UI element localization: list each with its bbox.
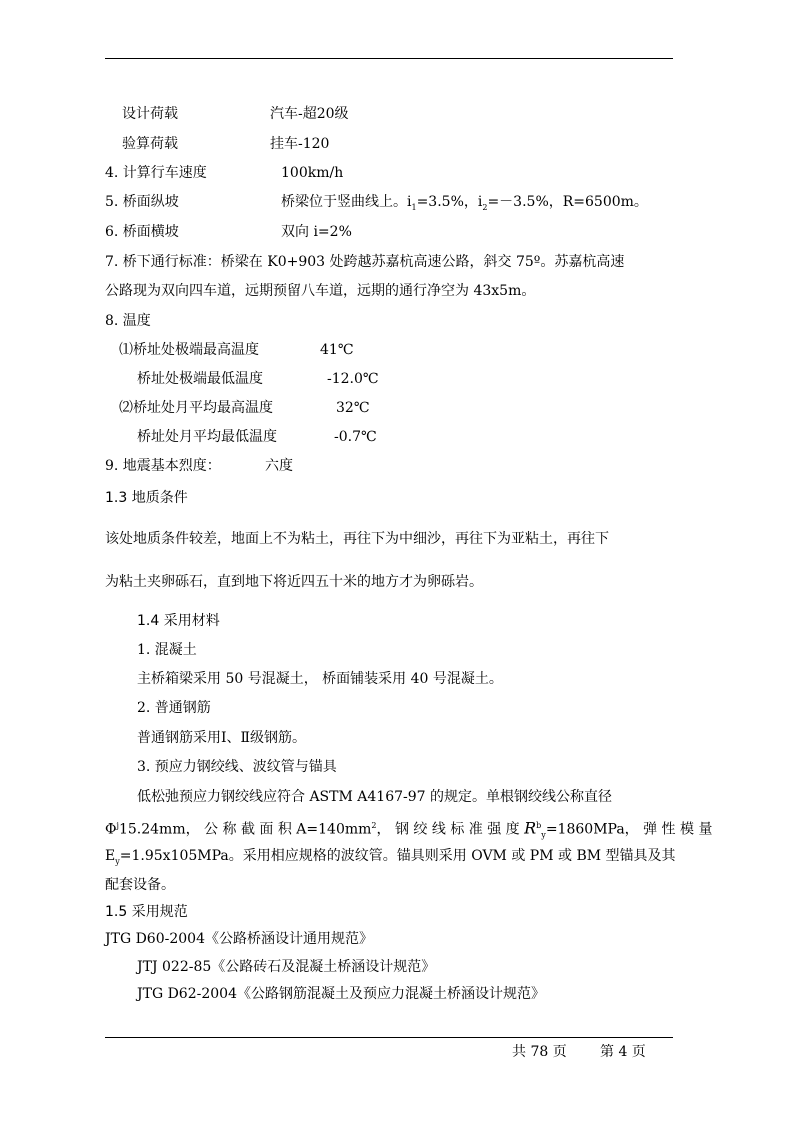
geology-heading: 1.3 地质条件 [105, 490, 188, 506]
tendon-line-4: 配套设备。 [105, 877, 175, 893]
check-load-label: 验算荷载 [122, 136, 178, 152]
code-3: JTG D62-2004《公路钢筋混凝土及预应力混凝土桥涵设计规范》 [137, 986, 545, 1002]
earthquake-value: 六度 [265, 458, 293, 474]
codes-heading: 1.5 采用规范 [105, 904, 188, 920]
tendon-line-1: 低松弛预应力钢绞线应符合 ASTM A4167-97 的规定。单根钢绞线公称直径 [137, 789, 613, 805]
check-load-value: 挂车-120 [270, 136, 330, 152]
page-total: 共 78 页 [512, 1044, 567, 1060]
temp-2-label: 桥址处极端最低温度 [137, 371, 263, 387]
tendon-label: 3. 预应力钢绞线、波纹管与锚具 [137, 759, 337, 775]
temp-3-value: 32℃ [336, 400, 370, 416]
concrete-text: 主桥箱梁采用 50 号混凝土， 桥面铺装采用 40 号混凝土。 [137, 671, 503, 687]
tendon-line-2: $\Phi^j15.24mm$， 公 称 截 面 积 $A=140mm^2$， 钢 绞 线 标 准 强 度 $R^b_y=1860MPa$， 弹 性 模 量 [105, 818, 713, 840]
temp-4-label: 桥址处月平均最低温度 [137, 429, 277, 445]
header-rule [105, 58, 673, 59]
grade-label: 5. 桥面纵坡 [105, 194, 179, 210]
grade-value: 桥梁位于竖曲线上。$i_1=3.5\%$，$i_2=-3.5\%$，R=6500m。 [281, 194, 648, 212]
geology-line-2: 为粘土夹卵砾石，直到地下将近四五十米的地方才为卵砾岩。 [105, 574, 483, 590]
page-current: 第 4 页 [600, 1044, 646, 1060]
temp-4-value: -0.7℃ [334, 429, 377, 445]
cross-slope-value: 双向 i=2% [281, 224, 352, 240]
design-load-label: 设计荷载 [122, 106, 178, 122]
temp-1-label: ⑴桥址处极端最高温度 [119, 342, 259, 358]
temp-1-value: 41℃ [320, 342, 354, 358]
clearance-line-1: 7. 桥下通行标准：桥梁在 K0+903 处跨越苏嘉杭高速公路，斜交 75º。苏嘉杭高速 [105, 254, 625, 270]
temp-3-label: ⑵桥址处月平均最高温度 [119, 400, 273, 416]
concrete-label: 1. 混凝土 [137, 642, 197, 658]
design-load-value: 汽车-超20级 [270, 106, 349, 122]
clearance-line-2: 公路现为双向四车道，远期预留八车道，远期的通行净空为 43x5m。 [105, 283, 536, 299]
temp-2-value: -12.0℃ [327, 371, 379, 387]
geology-line-1: 该处地质条件较差，地面上不为粘土，再往下为中细沙，再往下为亚粘土，再往下 [105, 531, 609, 547]
steel-text: 普通钢筋采用Ⅰ、Ⅱ级钢筋。 [137, 730, 307, 746]
code-2: JTJ 022-85《公路砖石及混凝土桥涵设计规范》 [137, 959, 436, 975]
materials-heading: 1.4 采用材料 [137, 613, 220, 629]
speed-label: 4. 计算行车速度 [105, 165, 207, 181]
earthquake-label: 9. 地震基本烈度： [105, 458, 221, 474]
steel-label: 2. 普通钢筋 [137, 700, 211, 716]
temperature-label: 8. 温度 [105, 313, 151, 329]
cross-slope-label: 6. 桥面横坡 [105, 224, 179, 240]
tendon-line-3: $E_y=1.95x105MPa$。采用相应规格的波纹管。锚具则采用 OVM 或 PM 或 BM 型锚具及其 [105, 848, 676, 866]
code-1: JTG D60-2004《公路桥涵设计通用规范》 [105, 931, 373, 947]
footer-rule [105, 1037, 673, 1038]
speed-value: 100km/h [281, 165, 344, 181]
